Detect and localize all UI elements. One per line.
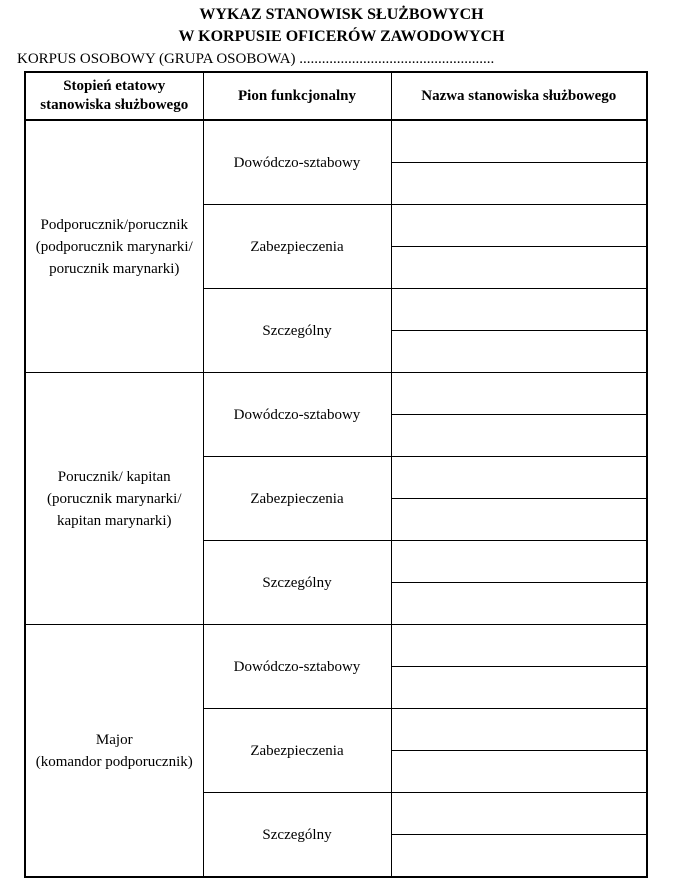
rank-cell — [25, 120, 203, 373]
header-position-name: Nazwa stanowiska służbowego — [391, 72, 647, 120]
position-name-cell[interactable] — [391, 331, 647, 373]
position-name-cell[interactable] — [391, 835, 647, 878]
pion-cell: Dowódczo-sztabowy — [203, 625, 391, 709]
pion-cell: Zabezpieczenia — [203, 205, 391, 289]
positions-table — [24, 71, 648, 878]
header-rank — [25, 72, 203, 120]
position-name-cell[interactable] — [391, 667, 647, 709]
position-name-cell[interactable] — [391, 415, 647, 457]
header-pion: Pion funkcjonalny — [203, 72, 391, 120]
header-rank-line: Stopień etatowy — [63, 78, 166, 94]
pion-cell: Szczególny — [203, 793, 391, 878]
header-rank-line: stanowiska służbowego — [40, 97, 189, 113]
rank-line: Major — [95, 731, 133, 748]
table-row — [25, 625, 647, 667]
rank-line: kapitan marynarki) — [56, 512, 172, 529]
table-header-row — [25, 72, 647, 120]
position-name-cell[interactable] — [391, 205, 647, 247]
pion-cell: Dowódczo-sztabowy — [203, 120, 391, 205]
position-name-cell[interactable] — [391, 163, 647, 205]
position-name-cell[interactable] — [391, 247, 647, 289]
position-name-cell[interactable] — [391, 457, 647, 499]
rank-line: (komandor podporucznik) — [35, 753, 193, 770]
corps-label: KORPUS OSOBOWY (GRUPA OSOBOWA) .................................................... — [17, 51, 495, 67]
pion-cell: Szczególny — [203, 289, 391, 373]
position-name-cell[interactable] — [391, 499, 647, 541]
position-name-cell[interactable] — [391, 373, 647, 415]
document-title-line-1: WYKAZ STANOWISK SŁUŻBOWYCH — [199, 6, 484, 23]
position-name-cell[interactable] — [391, 120, 647, 163]
position-name-cell[interactable] — [391, 625, 647, 667]
position-name-cell[interactable] — [391, 583, 647, 625]
rank-cell — [25, 373, 203, 625]
table-row — [25, 120, 647, 163]
position-name-cell[interactable] — [391, 751, 647, 793]
position-name-cell[interactable] — [391, 709, 647, 751]
pion-cell: Zabezpieczenia — [203, 709, 391, 793]
position-name-cell[interactable] — [391, 289, 647, 331]
rank-line: Porucznik/ kapitan — [57, 468, 171, 485]
rank-line: Podporucznik/porucznik — [40, 216, 188, 233]
position-name-cell[interactable] — [391, 541, 647, 583]
table-body — [25, 120, 647, 877]
rank-cell — [25, 625, 203, 878]
rank-line: porucznik marynarki) — [49, 260, 180, 277]
pion-cell: Dowódczo-sztabowy — [203, 373, 391, 457]
pion-cell: Szczególny — [203, 541, 391, 625]
rank-line: (porucznik marynarki/ — [46, 490, 182, 507]
position-name-cell[interactable] — [391, 793, 647, 835]
table-row — [25, 373, 647, 415]
pion-cell: Zabezpieczenia — [203, 457, 391, 541]
document-title-line-2: W KORPUSIE OFICERÓW ZAWODOWYCH — [178, 28, 505, 45]
rank-line: (podporucznik marynarki/ — [35, 238, 193, 255]
